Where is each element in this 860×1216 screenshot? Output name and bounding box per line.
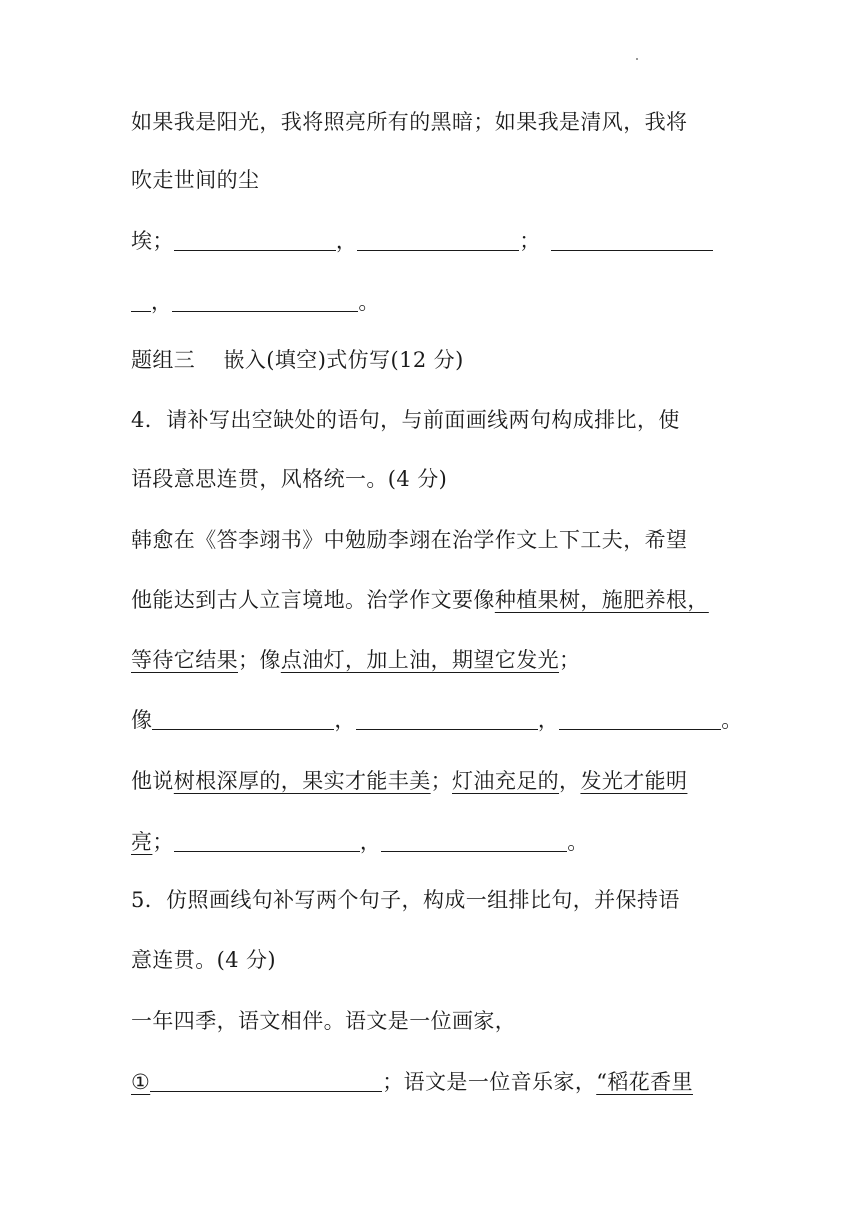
passage: 他能达到古人立言境地。治学作文要像 (131, 588, 495, 612)
question-5 (131, 886, 680, 914)
circled-number: ① (131, 1070, 151, 1094)
answer-blank[interactable] (131, 289, 151, 312)
passage: 他说 (131, 769, 174, 793)
text-line (131, 646, 580, 674)
passage: ；语文是一位音乐家， (382, 1070, 597, 1094)
punct: ， (359, 830, 382, 854)
sentence: 埃； (131, 229, 174, 253)
underlined-phrase: 发光才能明 (580, 769, 688, 793)
punct: ； (559, 648, 581, 672)
sentence: 如果我是阳光，我将照亮所有的黑暗；如果我是清风，我将 (131, 110, 688, 134)
answer-blank[interactable] (172, 289, 358, 312)
punct: ， (151, 290, 173, 314)
question-text: 语段意思连贯，风格统一。(4 分) (131, 467, 448, 491)
underlined-phrase: 等待它结果 (131, 648, 238, 672)
question-text: 5．仿照画线句补写两个句子，构成一组排比句，并保持语 (131, 888, 680, 912)
underlined-phrase: 点油灯，加上油，期望它发光 (280, 648, 560, 672)
text-line (131, 1068, 693, 1096)
text-line (131, 586, 709, 614)
underlined-phrase: 树根深厚的，果实才能丰美 (173, 769, 431, 793)
punct: ； (430, 769, 453, 793)
text-line (131, 1007, 516, 1035)
punct: ， (559, 769, 581, 793)
answer-blank[interactable] (150, 1069, 382, 1092)
text-line (131, 288, 380, 316)
question-4 (131, 406, 680, 434)
text-line (131, 526, 687, 554)
question-text: 4．请补写出空缺处的语句，与前面画线两句构成排比，使 (131, 408, 680, 432)
section-heading (131, 346, 464, 374)
underlined-phrase: 亮 (131, 830, 153, 854)
punct: ， (334, 708, 356, 732)
underlined-phrase: “稻花香里 (596, 1070, 693, 1094)
text-line (131, 828, 589, 856)
question-text: 意连贯。(4 分) (131, 948, 277, 972)
answer-blank[interactable] (152, 707, 334, 730)
answer-blank[interactable] (357, 228, 519, 251)
answer-blank[interactable] (551, 228, 713, 251)
text-line (131, 227, 713, 255)
underlined-phrase: 种植果树，施肥养根， (494, 588, 709, 612)
text-line (131, 946, 276, 974)
heading-text: 题组三 嵌入(填空)式仿写(12 分) (131, 348, 464, 372)
answer-blank[interactable] (356, 707, 538, 730)
text-line (131, 108, 687, 136)
text-line (131, 166, 259, 194)
punct: 。 (358, 290, 380, 314)
text-line (131, 767, 687, 795)
text-line (131, 706, 743, 734)
punct: ， (335, 229, 358, 253)
answer-blank[interactable] (174, 829, 360, 852)
passage: 像 (131, 708, 153, 732)
sentence: 吹走世间的尘 (131, 168, 260, 192)
underlined-phrase: 灯油充足的 (452, 769, 560, 793)
passage: ；像 (238, 648, 281, 672)
punct: ； (152, 830, 174, 854)
punct: ； (519, 229, 541, 253)
passage: 韩愈在《答李翊书》中勉励李翊在治学作文上下工夫，希望 (131, 528, 688, 552)
answer-blank[interactable] (174, 228, 336, 251)
answer-blank[interactable] (381, 829, 567, 852)
punct: 。 (721, 708, 743, 732)
scan-dot (636, 58, 638, 60)
punct: ， (537, 708, 560, 732)
answer-blank[interactable] (559, 707, 721, 730)
passage: 一年四季，语文相伴。语文是一位画家， (131, 1009, 517, 1033)
text-line (131, 465, 447, 493)
punct: 。 (567, 830, 589, 854)
